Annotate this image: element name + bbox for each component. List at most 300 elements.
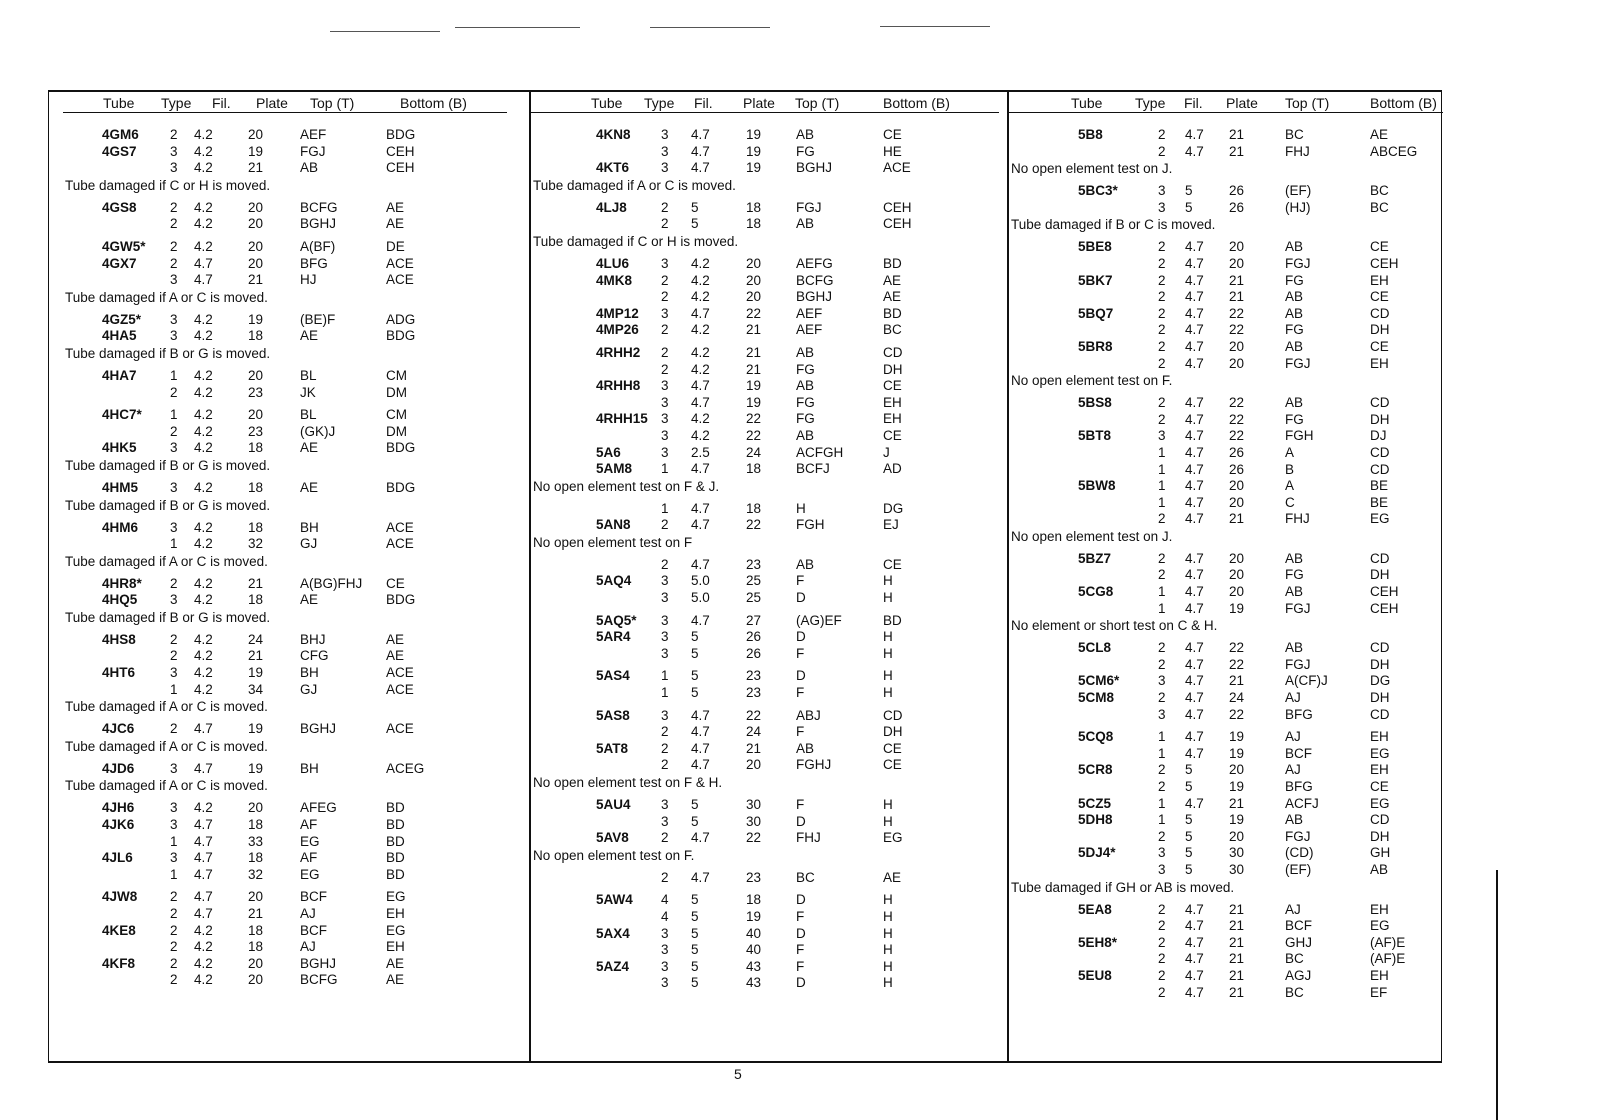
table-row bbox=[531, 160, 999, 177]
table-row bbox=[1009, 985, 1443, 1002]
cell-tube: 4HS8 bbox=[102, 631, 136, 647]
cell-bottom: EH bbox=[386, 906, 405, 921]
cell-top: FG bbox=[796, 361, 815, 377]
cell-plate: 21 bbox=[1229, 984, 1245, 1000]
cell-tube: 4MK8 bbox=[596, 272, 633, 288]
table-row bbox=[531, 757, 999, 774]
table-row bbox=[531, 289, 999, 306]
cell-plate: 23 bbox=[746, 556, 762, 572]
table-row bbox=[531, 590, 999, 607]
cell-fil: 4.7 bbox=[1185, 338, 1204, 354]
cell-type: 2 bbox=[170, 939, 178, 955]
cell-top: BFG bbox=[300, 255, 328, 271]
cell-bottom: AE bbox=[386, 955, 405, 971]
cell-type: 1 bbox=[1158, 745, 1166, 761]
cell-bottom: AD bbox=[883, 461, 902, 477]
cell-type: 2 bbox=[1158, 901, 1166, 917]
cell-type: 2 bbox=[1158, 239, 1166, 255]
cell-bottom: H bbox=[883, 573, 893, 589]
cell-top: F bbox=[796, 724, 805, 740]
table-row bbox=[63, 956, 507, 973]
tube-group bbox=[531, 613, 999, 663]
cell-type: 3 bbox=[170, 800, 178, 816]
cell-bottom: EF bbox=[1370, 984, 1388, 1000]
table-row bbox=[1009, 200, 1443, 217]
cell-plate: 20 bbox=[746, 255, 762, 271]
cell-bottom: CD bbox=[883, 707, 903, 723]
cell-bottom: DG bbox=[883, 500, 904, 516]
cell-top: BGHJ bbox=[300, 721, 337, 737]
cell-plate: 26 bbox=[746, 629, 762, 645]
cell-fil: 4.7 bbox=[691, 461, 710, 477]
cell-plate: 20 bbox=[1229, 494, 1245, 510]
cell-top: BCF bbox=[1285, 918, 1312, 934]
table-row bbox=[1009, 918, 1443, 935]
cell-tube: 4RHH8 bbox=[596, 378, 641, 394]
cell-fil: 5 bbox=[1185, 812, 1193, 828]
table-row bbox=[531, 322, 999, 339]
cell-type: 3 bbox=[661, 958, 669, 974]
cell-fil: 5 bbox=[691, 797, 699, 812]
table-row bbox=[1009, 746, 1443, 763]
cell-fil: 4.7 bbox=[691, 556, 710, 572]
cell-fil: 4.7 bbox=[1185, 127, 1204, 142]
cell-type: 2 bbox=[170, 255, 178, 271]
cell-type: 3 bbox=[170, 479, 178, 495]
table-row bbox=[531, 378, 999, 395]
table-row bbox=[63, 368, 507, 385]
cell-top: D bbox=[796, 892, 806, 908]
cell-plate: 26 bbox=[1229, 199, 1245, 215]
cell-fil: 4.2 bbox=[194, 143, 213, 159]
cell-type: 3 bbox=[661, 573, 669, 589]
cell-fil: 5 bbox=[1185, 762, 1193, 778]
cell-top: BGHJ bbox=[300, 216, 337, 232]
cell-plate: 21 bbox=[248, 648, 264, 664]
header-bottom: Bottom (B) bbox=[400, 95, 467, 111]
cell-plate: 24 bbox=[746, 724, 762, 740]
cell-plate: 18 bbox=[248, 440, 264, 456]
cell-fil: 4.7 bbox=[1185, 395, 1204, 411]
scan-mark bbox=[455, 27, 580, 28]
cell-fil: 4.2 bbox=[194, 367, 213, 383]
cell-type: 2 bbox=[1158, 828, 1166, 844]
cell-tube: 5AT8 bbox=[596, 740, 629, 756]
cell-fil: 4.2 bbox=[691, 255, 710, 271]
column-1 bbox=[63, 92, 507, 1061]
table-row bbox=[63, 850, 507, 867]
cell-plate: 23 bbox=[746, 685, 762, 701]
cell-bottom: DE bbox=[386, 238, 405, 254]
cell-fil: 4.7 bbox=[1185, 690, 1204, 706]
cell-fil: 5.0 bbox=[691, 590, 710, 606]
cell-plate: 19 bbox=[746, 127, 762, 142]
tube-group bbox=[531, 708, 999, 791]
table-row bbox=[1009, 239, 1443, 256]
cell-bottom: DG bbox=[1370, 673, 1391, 689]
cell-bottom: EG bbox=[1370, 918, 1390, 934]
cell-top: FGJ bbox=[1285, 600, 1311, 616]
table-row bbox=[1009, 289, 1443, 306]
group-note: Tube damaged if A or C is moved. bbox=[65, 553, 268, 569]
cell-bottom: AE bbox=[883, 272, 902, 288]
cell-type: 1 bbox=[170, 367, 178, 383]
cell-top: AB bbox=[796, 556, 815, 572]
cell-bottom: ABCEG bbox=[1370, 143, 1418, 159]
tube-group bbox=[63, 632, 507, 715]
table-row bbox=[1009, 640, 1443, 657]
cell-fil: 4.7 bbox=[1185, 984, 1204, 1000]
cell-bottom: DH bbox=[883, 361, 903, 377]
cell-top: BCFG bbox=[796, 272, 834, 288]
cell-top: GJ bbox=[300, 681, 318, 697]
cell-bottom: ACE bbox=[386, 665, 414, 681]
cell-type: 2 bbox=[1158, 656, 1166, 672]
cell-fil: 4.2 bbox=[691, 427, 710, 443]
cell-plate: 22 bbox=[1229, 411, 1245, 427]
cell-fil: 4.2 bbox=[194, 648, 213, 664]
cell-type: 3 bbox=[1158, 706, 1166, 722]
cell-bottom: DH bbox=[883, 724, 903, 740]
cell-plate: 20 bbox=[248, 199, 264, 215]
cell-type: 3 bbox=[661, 394, 669, 410]
cell-bottom: EG bbox=[1370, 745, 1390, 761]
cell-tube: 4GZ5* bbox=[102, 311, 142, 327]
cell-bottom: ADG bbox=[386, 311, 416, 327]
cell-top: F bbox=[796, 645, 805, 661]
cell-fil: 4.7 bbox=[691, 612, 710, 628]
cell-plate: 20 bbox=[1229, 567, 1245, 583]
cell-fil: 4.7 bbox=[1185, 255, 1204, 271]
cell-bottom: ACE bbox=[386, 519, 414, 535]
tube-group bbox=[63, 127, 507, 194]
cell-top: AEF bbox=[796, 305, 823, 321]
cell-bottom: ACE bbox=[386, 681, 414, 697]
cell-tube: 4HK5 bbox=[102, 440, 137, 456]
group-note: Tube damaged if B or G is moved. bbox=[65, 497, 271, 513]
cell-type: 3 bbox=[661, 305, 669, 321]
cell-plate: 21 bbox=[248, 906, 264, 921]
tube-group bbox=[531, 200, 999, 250]
cell-top: AB bbox=[1285, 640, 1304, 656]
cell-plate: 30 bbox=[746, 797, 762, 812]
table-row bbox=[63, 520, 507, 537]
cell-top: AB bbox=[1285, 305, 1304, 321]
cell-fil: 4.7 bbox=[1185, 444, 1204, 460]
cell-plate: 30 bbox=[746, 813, 762, 829]
cell-plate: 18 bbox=[248, 922, 264, 938]
cell-type: 1 bbox=[1158, 494, 1166, 510]
table-row bbox=[63, 576, 507, 593]
scan-edge bbox=[1496, 870, 1498, 1120]
cell-fil: 4.2 bbox=[194, 328, 213, 344]
table-row bbox=[1009, 306, 1443, 323]
group-note: Tube damaged if C or H is moved. bbox=[533, 233, 739, 249]
tube-group bbox=[1009, 551, 1443, 634]
cell-top: D bbox=[796, 590, 806, 606]
cell-plate: 19 bbox=[1229, 745, 1245, 761]
cell-top: FG bbox=[796, 394, 815, 410]
cell-top: AB bbox=[1285, 584, 1304, 600]
cell-fil: 4.2 bbox=[194, 238, 213, 254]
cell-top: GHJ bbox=[1285, 934, 1312, 950]
cell-tube: 5AQ4 bbox=[596, 573, 632, 589]
cell-plate: 20 bbox=[248, 955, 264, 971]
cell-top: AJ bbox=[300, 906, 316, 921]
cell-top: (EF) bbox=[1285, 183, 1312, 199]
cell-top: GJ bbox=[300, 536, 318, 552]
cell-fil: 4.7 bbox=[1185, 673, 1204, 689]
cell-fil: 4.7 bbox=[194, 889, 213, 905]
header-type: Type bbox=[644, 95, 675, 111]
cell-bottom: H bbox=[883, 813, 893, 829]
cell-type: 3 bbox=[661, 255, 669, 271]
cell-type: 3 bbox=[661, 645, 669, 661]
cell-type: 3 bbox=[661, 925, 669, 941]
cell-top: AB bbox=[1285, 239, 1304, 255]
cell-top: BC bbox=[1285, 127, 1304, 142]
cell-type: 1 bbox=[170, 866, 178, 882]
cell-bottom: H bbox=[883, 629, 893, 645]
cell-top: AB bbox=[796, 740, 815, 756]
cell-plate: 24 bbox=[248, 631, 264, 647]
header-fil: Fil. bbox=[212, 95, 231, 111]
cell-plate: 18 bbox=[248, 850, 264, 866]
column-header bbox=[63, 92, 507, 113]
cell-bottom: CE bbox=[883, 556, 902, 572]
table-row bbox=[1009, 144, 1443, 161]
cell-fil: 4.2 bbox=[194, 479, 213, 495]
cell-type: 3 bbox=[1158, 845, 1166, 861]
cell-tube: 5AR4 bbox=[596, 629, 631, 645]
cell-plate: 21 bbox=[1229, 289, 1245, 305]
cell-bottom: AE bbox=[1370, 127, 1389, 142]
cell-top: HJ bbox=[300, 272, 317, 288]
table-row bbox=[531, 445, 999, 462]
cell-plate: 19 bbox=[1229, 812, 1245, 828]
cell-bottom: ACEG bbox=[386, 760, 425, 776]
cell-fil: 4.2 bbox=[194, 160, 213, 176]
cell-top: F bbox=[796, 958, 805, 974]
cell-bottom: BD bbox=[386, 850, 405, 866]
cell-type: 2 bbox=[1158, 127, 1166, 142]
cell-type: 1 bbox=[1158, 444, 1166, 460]
cell-fil: 4.7 bbox=[691, 707, 710, 723]
cell-fil: 4.7 bbox=[691, 517, 710, 533]
cell-plate: 30 bbox=[1229, 861, 1245, 877]
cell-fil: 5 bbox=[691, 925, 699, 941]
cell-plate: 19 bbox=[1229, 779, 1245, 794]
cell-top: FGJ bbox=[1285, 255, 1311, 271]
group-note: No open element test on F bbox=[533, 534, 693, 550]
cell-type: 2 bbox=[661, 869, 669, 885]
table-row bbox=[1009, 445, 1443, 462]
cell-bottom: BD bbox=[883, 255, 902, 271]
cell-type: 3 bbox=[661, 629, 669, 645]
tube-group bbox=[63, 312, 507, 362]
cell-bottom: CEH bbox=[386, 160, 415, 176]
cell-top: CFG bbox=[300, 648, 329, 664]
cell-fil: 4.7 bbox=[1185, 567, 1204, 583]
table-row bbox=[531, 411, 999, 428]
cell-plate: 18 bbox=[746, 216, 762, 232]
cell-type: 2 bbox=[661, 199, 669, 215]
cell-type: 2 bbox=[661, 830, 669, 846]
cell-top: AB bbox=[1285, 338, 1304, 354]
cell-bottom: DH bbox=[1370, 322, 1390, 338]
tube-group bbox=[1009, 239, 1443, 389]
cell-fil: 4.7 bbox=[691, 378, 710, 394]
cell-bottom: BD bbox=[386, 833, 405, 849]
header-type: Type bbox=[1135, 95, 1166, 111]
cell-plate: 40 bbox=[746, 942, 762, 958]
cell-plate: 22 bbox=[1229, 656, 1245, 672]
cell-top: BCFJ bbox=[796, 461, 830, 477]
cell-bottom: CEH bbox=[1370, 600, 1399, 616]
cell-bottom: DH bbox=[1370, 828, 1390, 844]
cell-type: 3 bbox=[170, 592, 178, 608]
group-note: No open element test on J. bbox=[1011, 161, 1173, 177]
group-note: Tube damaged if A or C is moved. bbox=[65, 738, 268, 754]
cell-fil: 5 bbox=[691, 975, 699, 991]
cell-tube: 5BW8 bbox=[1078, 478, 1116, 494]
cell-plate: 20 bbox=[1229, 255, 1245, 271]
cell-type: 2 bbox=[170, 972, 178, 988]
cell-bottom: H bbox=[883, 668, 893, 684]
cell-plate: 20 bbox=[248, 407, 264, 423]
cell-fil: 4.7 bbox=[1185, 934, 1204, 950]
column-body bbox=[1009, 113, 1443, 1001]
cell-tube: 4GW5* bbox=[102, 238, 146, 254]
cell-type: 2 bbox=[170, 922, 178, 938]
cell-plate: 19 bbox=[746, 908, 762, 924]
cell-tube: 5AW4 bbox=[596, 892, 633, 908]
cell-bottom: BD bbox=[386, 817, 405, 833]
tube-group bbox=[1009, 640, 1443, 723]
cell-fil: 5 bbox=[691, 908, 699, 924]
cell-plate: 30 bbox=[1229, 845, 1245, 861]
table-row bbox=[531, 557, 999, 574]
cell-tube: 5BQ7 bbox=[1078, 305, 1114, 321]
cell-type: 2 bbox=[661, 322, 669, 338]
cell-bottom: BC bbox=[1370, 199, 1389, 215]
table-row bbox=[1009, 812, 1443, 829]
cell-top: AB bbox=[1285, 395, 1304, 411]
tube-group bbox=[531, 892, 999, 992]
cell-plate: 23 bbox=[248, 423, 264, 439]
cell-bottom: BD bbox=[883, 305, 902, 321]
cell-bottom: BDG bbox=[386, 479, 416, 495]
cell-bottom: EH bbox=[1370, 762, 1389, 778]
cell-tube: 5CG8 bbox=[1078, 584, 1114, 600]
cell-fil: 4.7 bbox=[1185, 355, 1204, 371]
cell-bottom: EG bbox=[1370, 795, 1390, 811]
cell-bottom: CE bbox=[1370, 338, 1389, 354]
cell-bottom: HE bbox=[883, 143, 902, 159]
header-fil: Fil. bbox=[694, 95, 713, 111]
cell-plate: 34 bbox=[248, 681, 264, 697]
cell-type: 2 bbox=[170, 199, 178, 215]
table-row bbox=[1009, 796, 1443, 813]
cell-top: EG bbox=[300, 866, 320, 882]
table-row bbox=[63, 312, 507, 329]
cell-top: BHJ bbox=[300, 631, 326, 647]
cell-fil: 4.7 bbox=[1185, 322, 1204, 338]
table-row bbox=[1009, 729, 1443, 746]
cell-tube: 4HQ5 bbox=[102, 592, 138, 608]
cell-plate: 21 bbox=[746, 344, 762, 360]
cell-type: 3 bbox=[661, 160, 669, 176]
cell-top: D bbox=[796, 629, 806, 645]
table-row bbox=[531, 668, 999, 685]
cell-top: FG bbox=[1285, 322, 1304, 338]
cell-type: 3 bbox=[170, 519, 178, 535]
cell-top: BL bbox=[300, 367, 317, 383]
table-row bbox=[531, 144, 999, 161]
cell-fil: 5 bbox=[691, 942, 699, 958]
group-note: Tube damaged if B or G is moved. bbox=[65, 609, 271, 625]
cell-fil: 4.7 bbox=[691, 869, 710, 885]
cell-fil: 4.7 bbox=[1185, 901, 1204, 917]
cell-fil: 4.2 bbox=[194, 922, 213, 938]
cell-tube: 4LU6 bbox=[596, 255, 630, 271]
cell-fil: 4.2 bbox=[691, 411, 710, 427]
table-row bbox=[1009, 478, 1443, 495]
cell-fil: 4.7 bbox=[691, 500, 710, 516]
cell-type: 3 bbox=[170, 760, 178, 776]
cell-plate: 22 bbox=[746, 305, 762, 321]
cell-tube: 4HM6 bbox=[102, 519, 139, 535]
cell-top: (CD) bbox=[1285, 845, 1314, 861]
cell-type: 2 bbox=[170, 631, 178, 647]
tube-group bbox=[63, 480, 507, 514]
cell-bottom: EG bbox=[386, 889, 406, 905]
table-row bbox=[63, 424, 507, 441]
cell-bottom: BE bbox=[1370, 478, 1389, 494]
table-row bbox=[63, 239, 507, 256]
cell-fil: 5 bbox=[1185, 861, 1193, 877]
cell-plate: 23 bbox=[746, 869, 762, 885]
table-row bbox=[531, 870, 999, 887]
cell-fil: 5 bbox=[691, 958, 699, 974]
cell-type: 3 bbox=[170, 143, 178, 159]
cell-top: BGHJ bbox=[796, 289, 833, 305]
table-row bbox=[1009, 273, 1443, 290]
cell-type: 2 bbox=[170, 216, 178, 232]
cell-fil: 4.7 bbox=[194, 850, 213, 866]
cell-bottom: CD bbox=[1370, 444, 1390, 460]
cell-type: 1 bbox=[661, 685, 669, 701]
cell-top: F bbox=[796, 942, 805, 958]
cell-plate: 20 bbox=[248, 889, 264, 905]
cell-plate: 26 bbox=[1229, 461, 1245, 477]
cell-top: AE bbox=[300, 440, 319, 456]
table-row bbox=[63, 592, 507, 609]
cell-plate: 21 bbox=[1229, 918, 1245, 934]
cell-type: 2 bbox=[1158, 690, 1166, 706]
cell-fil: 4.7 bbox=[1185, 918, 1204, 934]
cell-fil: 5 bbox=[1185, 779, 1193, 794]
cell-fil: 4.2 bbox=[194, 199, 213, 215]
cell-type: 3 bbox=[170, 817, 178, 833]
cell-type: 2 bbox=[1158, 143, 1166, 159]
cell-top: BC bbox=[796, 869, 815, 885]
cell-type: 1 bbox=[1158, 478, 1166, 494]
cell-bottom: ACE bbox=[386, 721, 414, 737]
cell-tube: 4GM6 bbox=[102, 127, 139, 142]
cell-type: 3 bbox=[170, 665, 178, 681]
cell-top: F bbox=[796, 908, 805, 924]
